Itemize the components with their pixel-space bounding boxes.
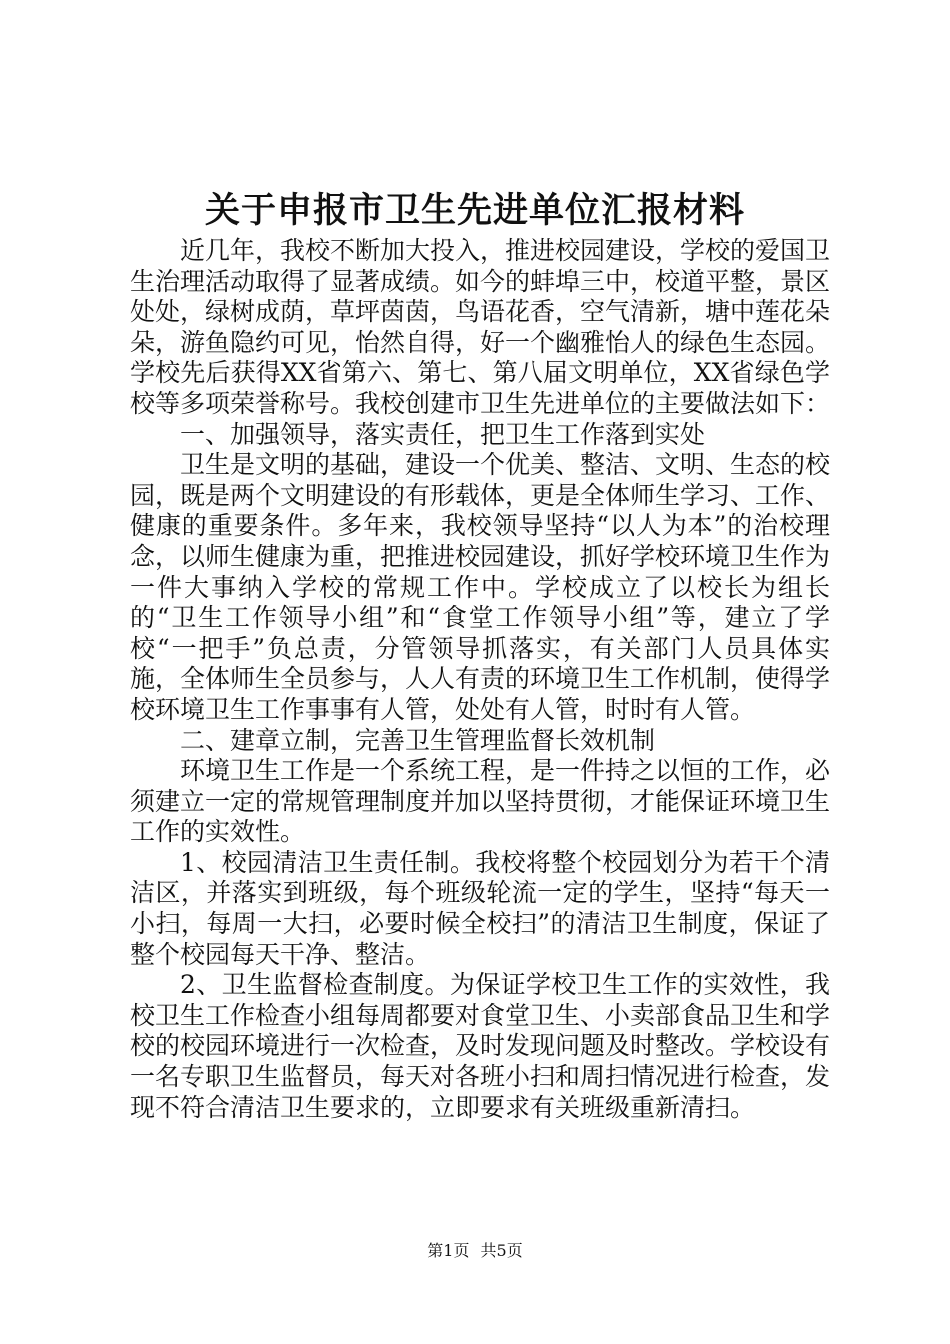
document-title: 关于申报市卫生先进单位汇报材料 [204, 190, 745, 231]
body-paragraph: 近几年，我校不断加大投入，推进校园建设，学校的爱国卫生治理活动取得了显著成绩。如今的蚌埠三中，校道平整，景区处处，绿树成荫，草坪茵茵，鸟语花香，空气清新，塘中莲花朵朵，游鱼隐约可见，怡然自得，好一个幽雅怡人的绿色生态园。学校先后获得XX省第六、第七、第八届文明单位，XX省绿色学校等多项荣誉称号。我校创建市卫生先进单位的主要做法如下： [130, 236, 831, 418]
section-heading: 二、建章立制，完善卫生管理监督长效机制 [180, 725, 656, 755]
body-paragraph: 2、卫生监督检查制度。为保证学校卫生工作的实效性，我校卫生工作检查小组每周都要对食堂卫生、小卖部食品卫生和学校的校园环境进行一次检查，及时发现问题及时整改。学校设有一名专职卫生监督员，每天对各班小扫和周扫情况进行检查，发现不符合清洁卫生要求的，立即要求有关班级重新清扫。 [130, 970, 831, 1122]
body-paragraph: 1、校园清洁卫生责任制。我校将整个校园划分为若干个清洁区，并落实到班级，每个班级轮流一定的学生，坚持“每天一小扫，每周一大扫，必要时候全校扫”的清洁卫生制度，保证了整个校园每天干净、整洁。 [130, 847, 830, 969]
body-paragraph: 卫生是文明的基础，建设一个优美、整洁、文明、生态的校园，既是两个文明建设的有形载体，更是全体师生学习、工作、健康的重要条件。多年来，我校领导坚持“以人为本”的治校理念，以师生健康为重，把推进校园建设，抓好学校环境卫生作为一件大事纳入学校的常规工作中。学校成立了以校长为组长的“卫生工作领导小组”和“食堂工作领导小组”等，建立了学校“一把手”负总责，分管领导抓落实，有关部门人员具体实施，全体师生全员参与，人人有责的环境卫生工作机制，使得学校环境卫生工作事事有人管，处处有人管，时时有人管。 [130, 450, 831, 724]
document-body [130, 236, 830, 1123]
page-total: 共5页 [480, 1241, 523, 1260]
section-heading: 一、加强领导，落实责任，把卫生工作落到实处 [180, 419, 706, 449]
page-footer [0, 1240, 950, 1262]
body-paragraph: 环境卫生工作是一个系统工程，是一件持之以恒的工作，必须建立一定的常规管理制度并加以坚持贯彻，才能保证环境卫生工作的实效性。 [130, 756, 831, 847]
page-number: 第1页 [427, 1241, 470, 1260]
